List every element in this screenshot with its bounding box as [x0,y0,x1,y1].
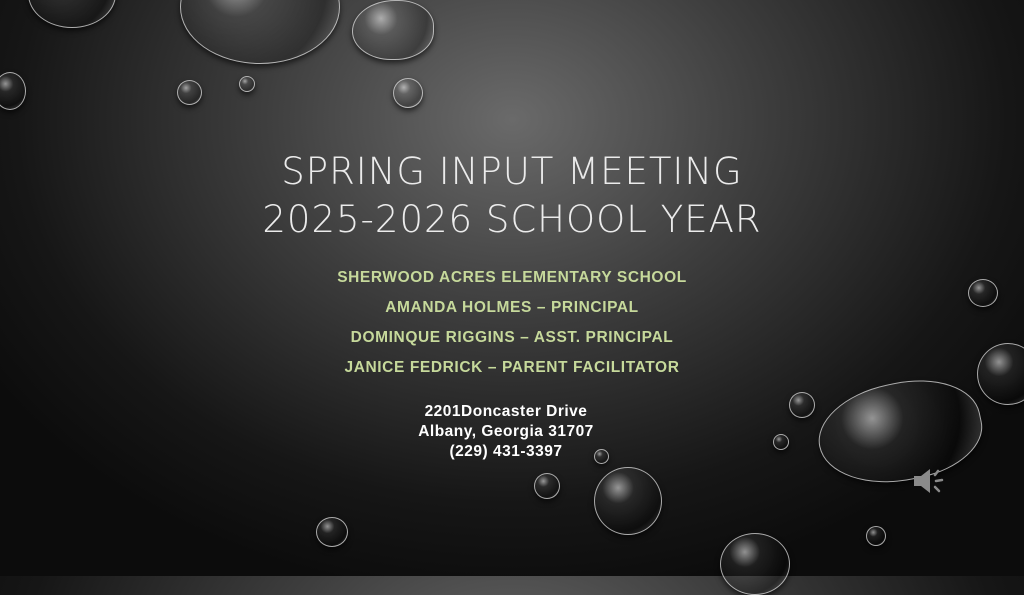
water-drop [393,78,423,108]
water-drop [239,76,255,92]
phone-number: (229) 431-3397 [449,443,563,460]
water-drop [316,517,348,547]
title-line: 2025-2026 SCHOOL YEAR [262,198,762,241]
speaker-icon[interactable] [912,466,946,496]
school-address [0,402,1012,462]
school-name: SHERWOOD ACRES ELEMENTARY SCHOOL [337,269,687,286]
water-drop [28,0,116,28]
water-drop [0,72,26,110]
principal: AMANDA HOLMES – PRINCIPAL [385,299,639,316]
water-drop [866,526,886,546]
water-drop [720,533,790,595]
assistant-principal: DOMINQUE RIGGINS – ASST. PRINCIPAL [350,329,674,346]
street-address: 2201Doncaster Drive [424,403,588,420]
slide-title [0,148,1024,244]
water-drop [594,467,662,535]
parent-facilitator: JANICE FEDRICK – PARENT FACILITATOR [344,359,680,376]
water-drop [352,0,434,60]
title-line: SPRING INPUT MEETING [281,150,743,193]
water-drop [177,80,202,105]
water-drop [534,473,560,499]
water-drop [180,0,340,64]
city-state-zip: Albany, Georgia 31707 [418,423,594,440]
